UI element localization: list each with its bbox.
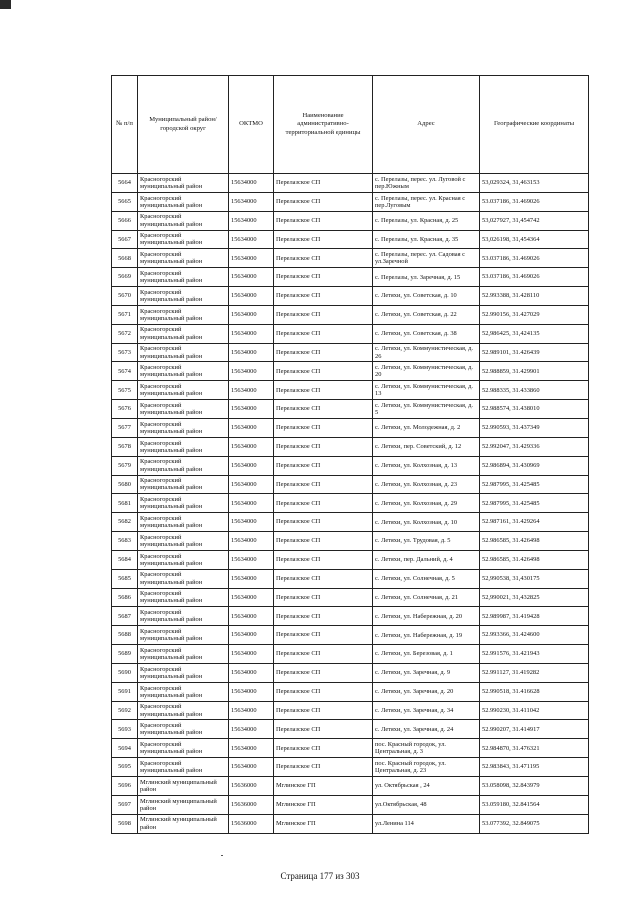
cell-unit: Мглинское ГП	[274, 795, 373, 814]
cell-address: с. Летяхи, пер. Советский, д. 12	[373, 437, 480, 456]
cell-oktmo: 15634000	[229, 550, 274, 569]
cell-address: с. Летяхи, ул. Колхозная, д. 23	[373, 475, 480, 494]
cell-geo: 52.986585, 31.426498	[480, 550, 589, 569]
table-body	[112, 174, 589, 834]
cell-oktmo: 15634000	[229, 569, 274, 588]
cell-geo: 53,026198, 31,454364	[480, 230, 589, 249]
cell-geo: 52.988574, 31.438010	[480, 400, 589, 419]
table-row	[112, 437, 589, 456]
cell-district: Красногорский муниципальный район	[138, 494, 229, 513]
cell-num: 5675	[112, 381, 138, 400]
cell-district: Красногорский муниципальный район	[138, 701, 229, 720]
cell-geo: 52.990230, 31.411042	[480, 701, 589, 720]
cell-district: Красногорский муниципальный район	[138, 588, 229, 607]
table-row	[112, 513, 589, 532]
cell-geo: 53.037186, 31.469026	[480, 192, 589, 211]
cell-address: с. Летяхи, ул. Березовая, д. 1	[373, 645, 480, 664]
cell-unit: Перелазское СП	[274, 550, 373, 569]
cell-geo: 53,029324, 31,463153	[480, 174, 589, 193]
cell-district: Красногорский муниципальный район	[138, 268, 229, 287]
cell-unit: Перелазское СП	[274, 268, 373, 287]
cell-num: 5679	[112, 456, 138, 475]
cell-unit: Перелазское СП	[274, 701, 373, 720]
cell-oktmo: 15636000	[229, 814, 274, 833]
cell-district: Мглинский муниципальный район	[138, 777, 229, 796]
table-row	[112, 588, 589, 607]
cell-num: 5680	[112, 475, 138, 494]
cell-unit: Перелазское СП	[274, 569, 373, 588]
table-row	[112, 645, 589, 664]
cell-district: Красногорский муниципальный район	[138, 720, 229, 739]
cell-address: с. Летяхи, ул. Молодежная, д. 2	[373, 418, 480, 437]
cell-geo: 52.988335, 31.433860	[480, 381, 589, 400]
table-row	[112, 532, 589, 551]
cell-unit: Перелазское СП	[274, 513, 373, 532]
cell-address: с. Летяхи, ул. Коммунистическая, д. 26	[373, 343, 480, 362]
cell-geo: 52.987161, 31.429264	[480, 513, 589, 532]
cell-unit: Перелазское СП	[274, 663, 373, 682]
footer-dot	[221, 855, 223, 856]
table-row	[112, 494, 589, 513]
cell-unit: Перелазское СП	[274, 720, 373, 739]
cell-num: 5697	[112, 795, 138, 814]
cell-district: Красногорский муниципальный район	[138, 230, 229, 249]
cell-num: 5687	[112, 607, 138, 626]
cell-geo: 52.990207, 31.414917	[480, 720, 589, 739]
header-row	[112, 76, 589, 174]
header-num: № п/п	[112, 76, 138, 174]
cell-unit: Перелазское СП	[274, 362, 373, 381]
table-row	[112, 607, 589, 626]
cell-num: 5681	[112, 494, 138, 513]
table-row	[112, 663, 589, 682]
cell-unit: Перелазское СП	[274, 437, 373, 456]
cell-geo: 52.988859, 31.429901	[480, 362, 589, 381]
cell-unit: Мглинское ГП	[274, 777, 373, 796]
header-oktmo: ОКТМО	[229, 76, 274, 174]
table-row	[112, 418, 589, 437]
cell-oktmo: 15634000	[229, 456, 274, 475]
cell-geo: 53,027927, 31,454742	[480, 211, 589, 230]
cell-geo: 52.984870, 31.476321	[480, 739, 589, 758]
cell-unit: Перелазское СП	[274, 249, 373, 268]
table-row	[112, 400, 589, 419]
cell-num: 5668	[112, 249, 138, 268]
cell-unit: Перелазское СП	[274, 626, 373, 645]
cell-district: Красногорский муниципальный район	[138, 343, 229, 362]
table-row	[112, 362, 589, 381]
cell-num: 5693	[112, 720, 138, 739]
cell-address: с. Перелазы, перес. ул. Луговой с пер.Южным	[373, 174, 480, 193]
table-row	[112, 211, 589, 230]
table-row	[112, 174, 589, 193]
cell-num: 5694	[112, 739, 138, 758]
cell-district: Красногорский муниципальный район	[138, 211, 229, 230]
cell-district: Красногорский муниципальный район	[138, 192, 229, 211]
cell-unit: Перелазское СП	[274, 324, 373, 343]
cell-district: Красногорский муниципальный район	[138, 607, 229, 626]
table-row	[112, 268, 589, 287]
cell-oktmo: 15634000	[229, 532, 274, 551]
cell-address: с. Летяхи, ул. Советская, д. 10	[373, 287, 480, 306]
cell-address: с. Летяхи, ул. Советская, д. 38	[373, 324, 480, 343]
cell-district: Красногорский муниципальный район	[138, 437, 229, 456]
table-row	[112, 343, 589, 362]
cell-district: Красногорский муниципальный район	[138, 287, 229, 306]
cell-unit: Перелазское СП	[274, 532, 373, 551]
table-row	[112, 381, 589, 400]
header-geo: Географические координаты	[480, 76, 589, 174]
cell-address: с. Летяхи, ул. Заречная, д. 20	[373, 682, 480, 701]
table-row	[112, 720, 589, 739]
cell-address: с. Летяхи, ул. Колхозная, д. 13	[373, 456, 480, 475]
cell-num: 5666	[112, 211, 138, 230]
cell-oktmo: 15634000	[229, 626, 274, 645]
cell-oktmo: 15634000	[229, 362, 274, 381]
registry-table	[111, 75, 589, 834]
cell-num: 5664	[112, 174, 138, 193]
cell-district: Красногорский муниципальный район	[138, 569, 229, 588]
scan-corner-mark	[0, 0, 11, 9]
cell-num: 5685	[112, 569, 138, 588]
cell-unit: Перелазское СП	[274, 418, 373, 437]
cell-num: 5695	[112, 758, 138, 777]
cell-address: с. Летяхи, ул. Колхозная, д. 10	[373, 513, 480, 532]
cell-district: Красногорский муниципальный район	[138, 305, 229, 324]
cell-num: 5673	[112, 343, 138, 362]
table-row	[112, 795, 589, 814]
table-row	[112, 475, 589, 494]
cell-unit: Перелазское СП	[274, 758, 373, 777]
cell-oktmo: 15634000	[229, 418, 274, 437]
cell-address: с. Перелазы, ул. Красная, д. 35	[373, 230, 480, 249]
cell-district: Красногорский муниципальный район	[138, 475, 229, 494]
cell-unit: Перелазское СП	[274, 192, 373, 211]
table-row	[112, 701, 589, 720]
cell-oktmo: 15634000	[229, 343, 274, 362]
cell-district: Красногорский муниципальный район	[138, 758, 229, 777]
cell-address: с. Летяхи, ул. Коммунистическая, д. 13	[373, 381, 480, 400]
cell-geo: 52.986894, 31.430969	[480, 456, 589, 475]
cell-oktmo: 15634000	[229, 513, 274, 532]
cell-geo: 52.991576, 31.421943	[480, 645, 589, 664]
cell-oktmo: 15634000	[229, 682, 274, 701]
cell-geo: 52.991127, 31.419282	[480, 663, 589, 682]
cell-oktmo: 15634000	[229, 475, 274, 494]
cell-unit: Перелазское СП	[274, 400, 373, 419]
table-row	[112, 777, 589, 796]
cell-unit: Перелазское СП	[274, 305, 373, 324]
cell-unit: Перелазское СП	[274, 607, 373, 626]
cell-district: Красногорский муниципальный район	[138, 550, 229, 569]
page-number: Страница 177 из 303	[280, 871, 360, 881]
cell-num: 5691	[112, 682, 138, 701]
cell-oktmo: 15634000	[229, 645, 274, 664]
cell-num: 5677	[112, 418, 138, 437]
cell-num: 5690	[112, 663, 138, 682]
cell-num: 5692	[112, 701, 138, 720]
cell-address: с. Летяхи, ул. Набережная, д. 20	[373, 607, 480, 626]
cell-num: 5678	[112, 437, 138, 456]
cell-geo: 52.992047, 31.429336	[480, 437, 589, 456]
table-row	[112, 550, 589, 569]
cell-address: с. Летяхи, ул. Солнечная, д. 21	[373, 588, 480, 607]
cell-num: 5665	[112, 192, 138, 211]
cell-oktmo: 15634000	[229, 739, 274, 758]
header-unit: Наименование административно-территориальной единицы	[274, 76, 373, 174]
cell-unit: Перелазское СП	[274, 494, 373, 513]
cell-oktmo: 15634000	[229, 174, 274, 193]
cell-geo: 52,986425, 31,424135	[480, 324, 589, 343]
cell-geo: 52.993366, 31.424600	[480, 626, 589, 645]
cell-num: 5672	[112, 324, 138, 343]
cell-oktmo: 15634000	[229, 305, 274, 324]
cell-geo: 52.990518, 31.416628	[480, 682, 589, 701]
table-row	[112, 682, 589, 701]
table-header	[112, 76, 589, 174]
cell-unit: Перелазское СП	[274, 211, 373, 230]
table-row	[112, 814, 589, 833]
cell-oktmo: 15634000	[229, 324, 274, 343]
cell-oktmo: 15634000	[229, 437, 274, 456]
cell-address: с. Летяхи, ул. Колхозная, д. 29	[373, 494, 480, 513]
cell-oktmo: 15634000	[229, 758, 274, 777]
table-row	[112, 456, 589, 475]
cell-address: с. Летяхи, ул. Трудовая, д. 5	[373, 532, 480, 551]
cell-geo: 52.987995, 31.425485	[480, 475, 589, 494]
cell-oktmo: 15634000	[229, 287, 274, 306]
cell-district: Красногорский муниципальный район	[138, 400, 229, 419]
cell-address: ул. Октябрьская , 24	[373, 777, 480, 796]
cell-address: с. Летяхи, ул. Заречная, д. 24	[373, 720, 480, 739]
cell-oktmo: 15634000	[229, 701, 274, 720]
cell-district: Красногорский муниципальный район	[138, 456, 229, 475]
cell-geo: 53.058098, 32.843979	[480, 777, 589, 796]
table-row	[112, 758, 589, 777]
cell-num: 5683	[112, 532, 138, 551]
cell-unit: Перелазское СП	[274, 456, 373, 475]
cell-num: 5674	[112, 362, 138, 381]
cell-address: с. Летяхи, ул. Набережная, д. 19	[373, 626, 480, 645]
cell-oktmo: 15634000	[229, 249, 274, 268]
cell-district: Красногорский муниципальный район	[138, 381, 229, 400]
cell-address: с. Летяхи, ул. Советская, д. 22	[373, 305, 480, 324]
cell-geo: 52.986585, 31.426498	[480, 532, 589, 551]
cell-oktmo: 15634000	[229, 192, 274, 211]
cell-oktmo: 15634000	[229, 381, 274, 400]
cell-oktmo: 15636000	[229, 777, 274, 796]
cell-district: Красногорский муниципальный район	[138, 174, 229, 193]
cell-num: 5689	[112, 645, 138, 664]
cell-unit: Перелазское СП	[274, 174, 373, 193]
header-address: Адрес	[373, 76, 480, 174]
cell-district: Красногорский муниципальный район	[138, 513, 229, 532]
cell-district: Красногорский муниципальный район	[138, 532, 229, 551]
cell-geo: 52.987995, 31.425485	[480, 494, 589, 513]
cell-geo: 53.037186, 31.469026	[480, 268, 589, 287]
cell-address: с. Перелазы, перес. ул. Садовая с ул.Заречной	[373, 249, 480, 268]
cell-unit: Перелазское СП	[274, 475, 373, 494]
cell-geo: 52.983843, 31.471195	[480, 758, 589, 777]
cell-district: Мглинский муниципальный район	[138, 795, 229, 814]
cell-address: ул.Октябрьская, 48	[373, 795, 480, 814]
cell-unit: Перелазское СП	[274, 588, 373, 607]
cell-unit: Перелазское СП	[274, 739, 373, 758]
cell-geo: 53.059180, 32.841564	[480, 795, 589, 814]
cell-oktmo: 15634000	[229, 588, 274, 607]
table-row	[112, 569, 589, 588]
cell-unit: Мглинское ГП	[274, 814, 373, 833]
cell-district: Красногорский муниципальный район	[138, 249, 229, 268]
cell-district: Красногорский муниципальный район	[138, 626, 229, 645]
cell-num: 5676	[112, 400, 138, 419]
cell-geo: 53.077392, 32.849075	[480, 814, 589, 833]
cell-address: ул.Ленина 114	[373, 814, 480, 833]
cell-oktmo: 15634000	[229, 400, 274, 419]
cell-district: Мглинский муниципальный район	[138, 814, 229, 833]
cell-unit: Перелазское СП	[274, 230, 373, 249]
cell-oktmo: 15634000	[229, 720, 274, 739]
cell-address: с. Перелазы, перес. ул. Красная с пер.Луговым	[373, 192, 480, 211]
cell-address: с. Перелазы, ул. Заречная, д. 15	[373, 268, 480, 287]
table-row	[112, 230, 589, 249]
cell-address: с. Летяхи, ул. Заречная, д. 34	[373, 701, 480, 720]
cell-geo: 52.989987, 31.419428	[480, 607, 589, 626]
cell-num: 5682	[112, 513, 138, 532]
cell-num: 5670	[112, 287, 138, 306]
cell-address: с. Летяхи, ул. Коммунистическая, д. 5	[373, 400, 480, 419]
cell-oktmo: 15634000	[229, 663, 274, 682]
cell-geo: 52,990021, 31,432825	[480, 588, 589, 607]
cell-district: Красногорский муниципальный район	[138, 324, 229, 343]
cell-num: 5671	[112, 305, 138, 324]
cell-num: 5686	[112, 588, 138, 607]
cell-address: пос. Красный городок, ул. Центральная, д. 3	[373, 739, 480, 758]
cell-unit: Перелазское СП	[274, 343, 373, 362]
cell-address: с. Летяхи, пер. Дальний, д. 4	[373, 550, 480, 569]
cell-district: Красногорский муниципальный район	[138, 739, 229, 758]
table-row	[112, 626, 589, 645]
cell-geo: 52,990538, 31,430175	[480, 569, 589, 588]
cell-unit: Перелазское СП	[274, 682, 373, 701]
cell-geo: 52.993388, 31.428110	[480, 287, 589, 306]
cell-address: с. Перелазы, ул. Красная, д. 25	[373, 211, 480, 230]
cell-oktmo: 15634000	[229, 607, 274, 626]
cell-num: 5688	[112, 626, 138, 645]
cell-oktmo: 15634000	[229, 230, 274, 249]
header-district: Муниципальный район/городской округ	[138, 76, 229, 174]
cell-district: Красногорский муниципальный район	[138, 362, 229, 381]
cell-oktmo: 15634000	[229, 211, 274, 230]
cell-unit: Перелазское СП	[274, 287, 373, 306]
cell-oktmo: 15634000	[229, 494, 274, 513]
table-row	[112, 739, 589, 758]
cell-oktmo: 15634000	[229, 268, 274, 287]
cell-district: Красногорский муниципальный район	[138, 645, 229, 664]
cell-geo: 52.989101, 31.426439	[480, 343, 589, 362]
cell-address: с. Летяхи, ул. Коммунистическая, д. 20	[373, 362, 480, 381]
cell-num: 5669	[112, 268, 138, 287]
cell-district: Красногорский муниципальный район	[138, 418, 229, 437]
cell-address: с. Летяхи, ул. Заречная, д. 9	[373, 663, 480, 682]
table-row	[112, 305, 589, 324]
cell-geo: 52.990593, 31.437349	[480, 418, 589, 437]
cell-num: 5667	[112, 230, 138, 249]
table-row	[112, 287, 589, 306]
cell-num: 5698	[112, 814, 138, 833]
table-row	[112, 249, 589, 268]
cell-district: Красногорский муниципальный район	[138, 663, 229, 682]
table-row	[112, 324, 589, 343]
cell-geo: 52.990156, 31.427029	[480, 305, 589, 324]
cell-address: пос. Красный городок, ул. Центральная, д. 23	[373, 758, 480, 777]
cell-geo: 53.037186, 31.469026	[480, 249, 589, 268]
cell-num: 5696	[112, 777, 138, 796]
cell-district: Красногорский муниципальный район	[138, 682, 229, 701]
cell-oktmo: 15636000	[229, 795, 274, 814]
cell-address: с. Летяхи, ул. Солнечная, д. 5	[373, 569, 480, 588]
cell-unit: Перелазское СП	[274, 381, 373, 400]
table-row	[112, 192, 589, 211]
cell-num: 5684	[112, 550, 138, 569]
cell-unit: Перелазское СП	[274, 645, 373, 664]
